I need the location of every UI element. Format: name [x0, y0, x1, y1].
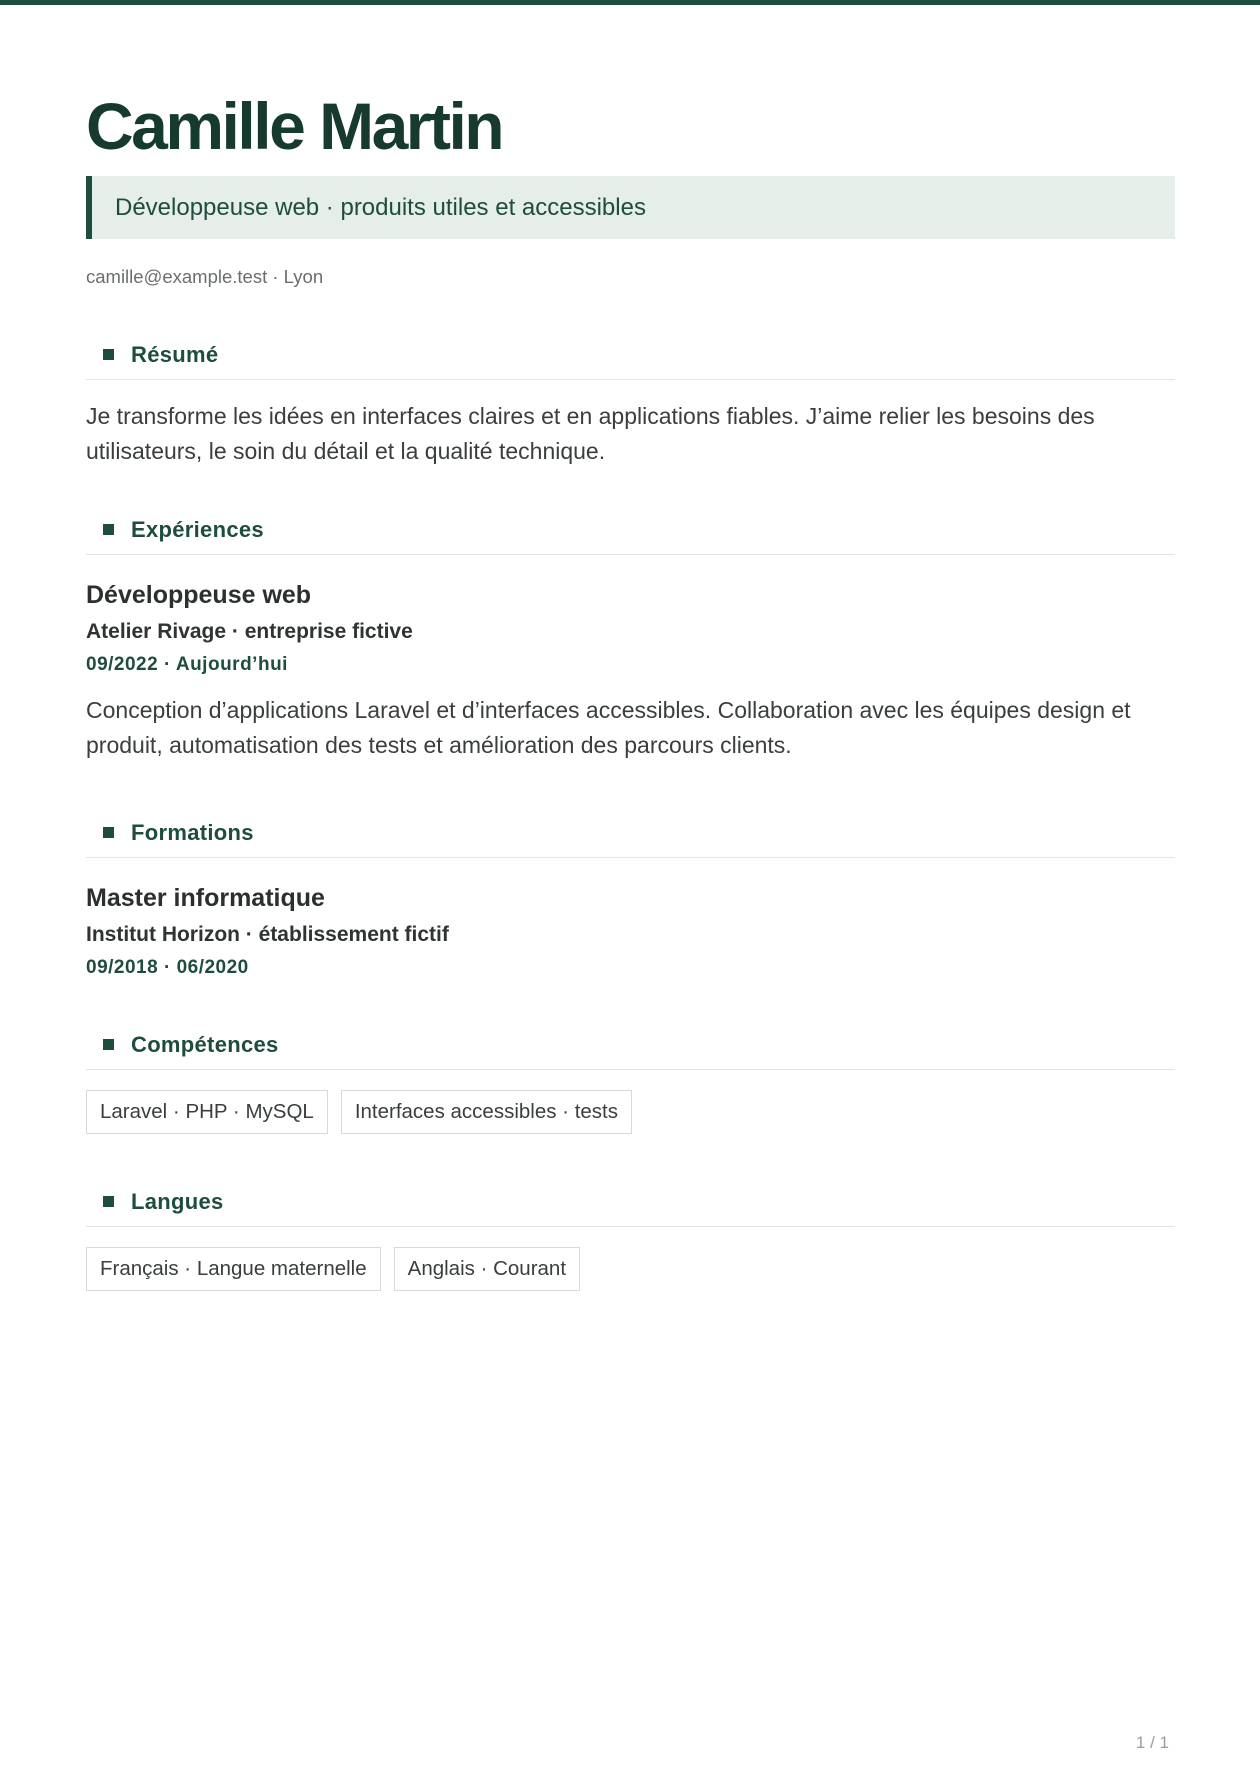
- language-tag: Français · Langue maternelle: [86, 1247, 381, 1291]
- tagline-banner: [86, 176, 1175, 239]
- candidate-name: Camille Martin: [86, 89, 503, 163]
- tagline-text: Développeuse web · produits utiles et accessibles: [115, 193, 646, 221]
- experience-dates: 09/2022 · Aujourd’hui: [86, 654, 288, 675]
- square-bullet-icon: [103, 827, 114, 838]
- experience-role: Développeuse web: [86, 581, 312, 609]
- page-number: 1 / 1: [1135, 1733, 1169, 1752]
- section-title-skills: Compétences: [131, 1031, 279, 1057]
- top-accent-bar: [0, 0, 1260, 5]
- section-header-languages: [86, 1177, 1175, 1227]
- summary-text: Je transforme les idées en interfaces claires et en applications fiables. J’aime relier les besoins des utilisateurs, le soin du détail et la qualité technique.: [86, 403, 1095, 464]
- section-education: [86, 808, 1175, 981]
- square-bullet-icon: [103, 349, 114, 360]
- section-title-summary: Résumé: [131, 341, 219, 367]
- section-languages: [86, 1177, 1175, 1291]
- section-skills: [86, 1020, 1175, 1134]
- square-bullet-icon: [103, 524, 114, 535]
- contact-line: camille@example.test · Lyon: [86, 266, 324, 287]
- square-bullet-icon: [103, 1196, 114, 1207]
- section-header-experience: [86, 505, 1175, 555]
- skills-tag-list: [86, 1090, 1175, 1134]
- education-entry: [86, 882, 1175, 981]
- experience-organization: Atelier Rivage · entreprise fictive: [86, 620, 413, 643]
- skill-tag: Laravel · PHP · MySQL: [86, 1090, 328, 1134]
- section-experience: [86, 505, 1175, 763]
- section-title-languages: Langues: [131, 1188, 224, 1214]
- section-title-education: Formations: [131, 819, 254, 845]
- section-title-experience: Expériences: [131, 516, 264, 542]
- section-header-skills: [86, 1020, 1175, 1070]
- square-bullet-icon: [103, 1039, 114, 1050]
- education-degree: Master informatique: [86, 884, 325, 912]
- languages-tag-list: [86, 1247, 1175, 1291]
- language-tag: Anglais · Courant: [394, 1247, 580, 1291]
- section-summary: [86, 330, 1175, 469]
- skill-tag: Interfaces accessibles · tests: [341, 1090, 632, 1134]
- experience-description: Conception d’applications Laravel et d’interfaces accessibles. Collaboration avec les équipes design et produit, automatisation des tests et amélioration des parcours clients.: [86, 697, 1131, 758]
- experience-entry: [86, 579, 1175, 763]
- section-header-summary: [86, 330, 1175, 380]
- education-dates: 09/2018 · 06/2020: [86, 957, 249, 978]
- section-header-education: [86, 808, 1175, 858]
- education-institution: Institut Horizon · établissement fictif: [86, 923, 449, 946]
